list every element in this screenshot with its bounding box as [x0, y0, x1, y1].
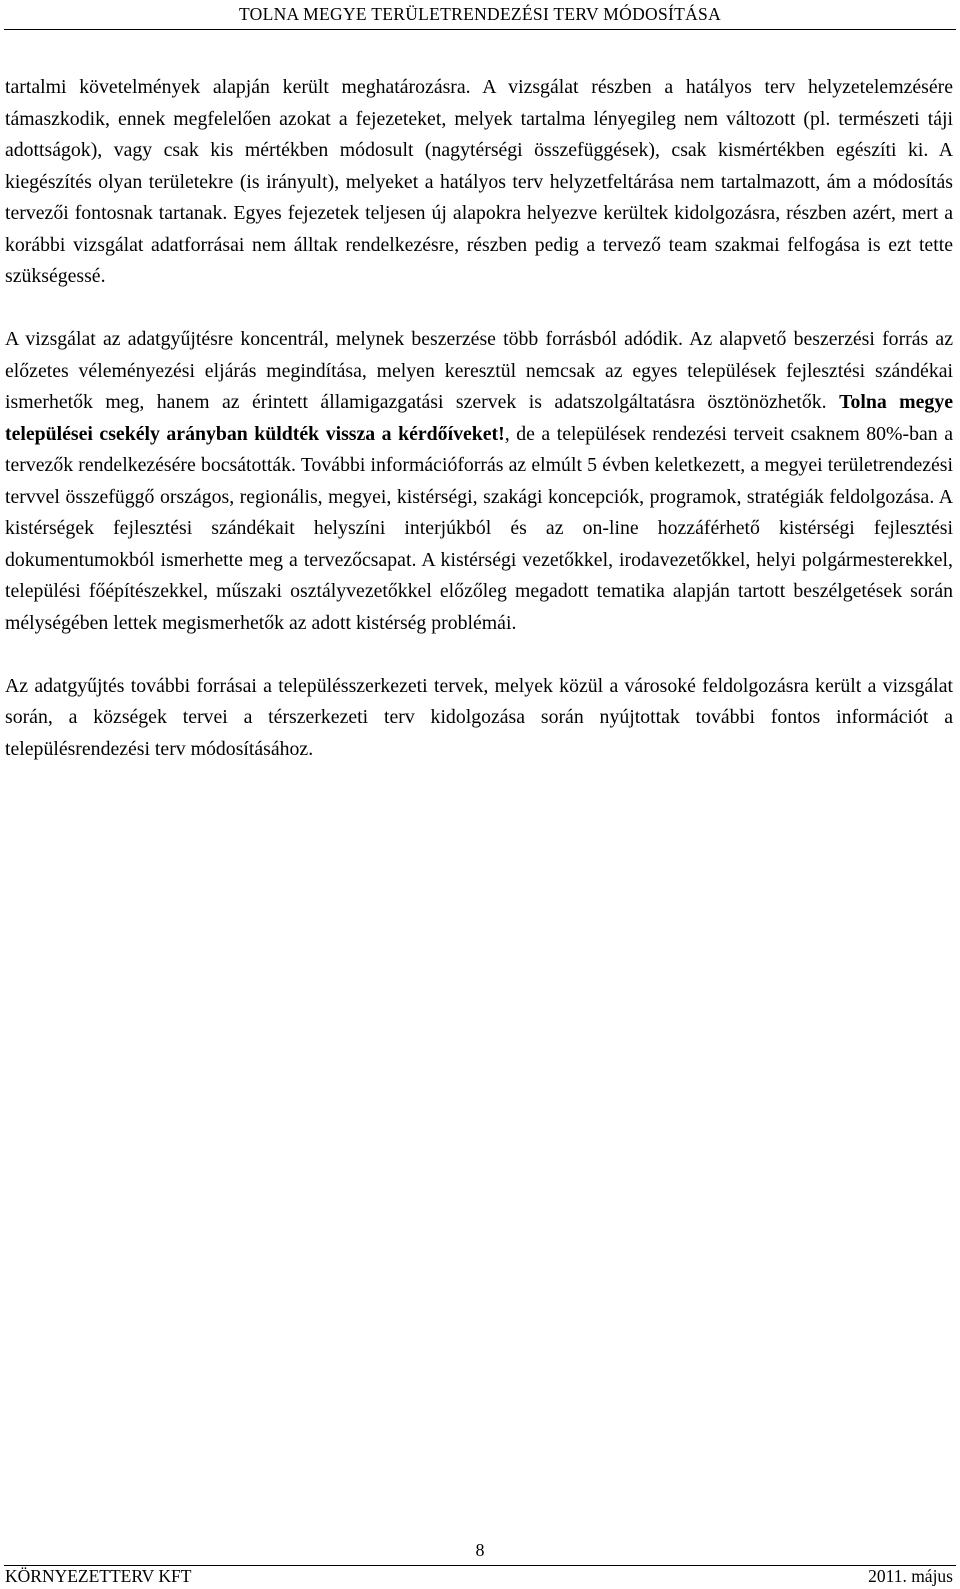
paragraph-2	[5, 324, 953, 639]
paragraph-2-bold-emphasis: Tolna megye települései csekély arányban küldték vissza a kérdőíveket!	[5, 391, 953, 445]
paragraph-3: Az adatgyűjtés további forrásai a településszerkezeti tervek, melyek közül a városoké feldolgozásra került a vizsgálat során, a községek tervei a térszerkezeti terv kidolgozása során nyújtottak további fontos információt a településrendezési terv módosításához.	[5, 674, 953, 760]
footer-date: 2011. május	[868, 1566, 953, 1586]
footer-company: KÖRNYEZETTERV KFT	[5, 1566, 192, 1586]
paragraph-2-text-end: , de a települések rendezési terveit csaknem 80%-ban a tervezők rendelkezésére bocsátották. További információforrás az elmúlt 5 évben keletkezett, a megyei területrendezési tervvel összefüggő országos, regionális, megyei, kistérségi, szakági koncepciók, programok, stratégiák feldolgozása. A kistérségek fejlesztési szándékait helyszíni interjúkból és az on-line hozzáférhető kistérségi fejlesztési dokumentumokból ismerhette meg a tervezőcsapat. A kistérségi vezetőkkel, irodavezetőkkel, helyi polgármesterekkel, települési főépítészekkel, műszaki osztályvezetőkkel előzőleg megadott tematika alapján tartott beszélgetések során mélységében lettek megismerhetők az adott kistérség problémái.	[5, 422, 953, 634]
running-header: TOLNA MEGYE TERÜLETRENDEZÉSI TERV MÓDOSÍTÁSA	[238, 4, 722, 24]
page-number: 8	[475, 1540, 485, 1560]
paragraph-1: tartalmi követelmények alapján került meghatározásra. A vizsgálat részben a hatályos terv helyzetelemzésére támaszkodik, ennek megfelelően azokat a fejezeteket, melyek tartalma lényegileg nem változott (pl. természeti táji adottságok), vagy csak kis mértékben módosult (nagytérségi összefüggések), csak kismértékben egészíti ki. A kiegészítés olyan területekre (is irányult), melyeket a hatályos terv helyzetfeltárása nem tartalmazott, ám a módosítás tervezői fontosnak tartanak. Egyes fejezetek teljesen új alapokra helyezve kerültek kidolgozásra, részben azért, mert a korábbi vizsgálat adatforrásai nem álltak rendelkezésre, részben pedig a tervező team szakmai felfogása is ezt tette szükségessé.	[5, 76, 953, 287]
body-text	[5, 72, 953, 765]
paragraph-2-text-start: A vizsgálat az adatgyűjtésre koncentrál, melynek beszerzése több forrásból adódik. Az alapvető beszerzési forrás az előzetes véleményezési eljárás megindítása, melyen keresztül nemcsak az egyes települések fejlesztési szándékai ismerhetők meg, hanem az érintett államigazgatási szervek is adatszolgáltatásra ösztönözhetők.	[5, 328, 953, 413]
header-rule	[4, 29, 956, 30]
